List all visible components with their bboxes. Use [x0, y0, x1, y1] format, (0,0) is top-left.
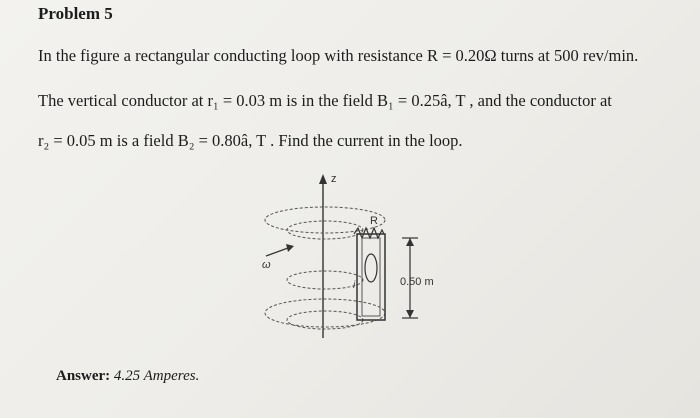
- z-axis-label: z: [331, 173, 337, 185]
- problem-text-line-3: r₂ = 0.05 m is a field B₂ = 0.80â, T . Find the current in the loop.: [38, 131, 463, 150]
- field-circle-top-inner: [287, 221, 363, 239]
- current-label: i: [353, 280, 356, 291]
- conducting-loop: [357, 234, 385, 320]
- dimension-arrow-up: [406, 238, 414, 246]
- resistor-zigzag: [354, 228, 384, 238]
- rotation-arrow: [266, 248, 288, 256]
- field-circle-bottom-outer: [265, 299, 385, 327]
- field-circle-mid-inner: [287, 271, 363, 289]
- omega-label: ω: [262, 259, 271, 271]
- problem-text-line-1: In the figure a rectangular conducting loop with resistance R = 0.20Ω turns at 500 rev/min.: [38, 46, 639, 65]
- z-axis-arrowhead: [319, 174, 327, 184]
- answer: [56, 368, 199, 385]
- dimension-arrow-down: [406, 310, 414, 318]
- answer-label: Answer:: [56, 368, 111, 384]
- current-indicator: [365, 254, 377, 282]
- rotation-arrowhead: [286, 244, 294, 252]
- resistor-label: R: [370, 215, 378, 227]
- answer-value: 4.25 Amperes.: [113, 368, 200, 384]
- problem-text-line-2: The vertical conductor at r₁ = 0.03 m is in the field B₁ = 0.25â, T , and the conductor at: [38, 91, 612, 110]
- field-circle-bottom-inner: [287, 311, 363, 329]
- dimension-label: 0.50 m: [400, 276, 434, 288]
- loop-figure: [250, 168, 470, 346]
- problem-heading: Problem 5: [38, 4, 113, 23]
